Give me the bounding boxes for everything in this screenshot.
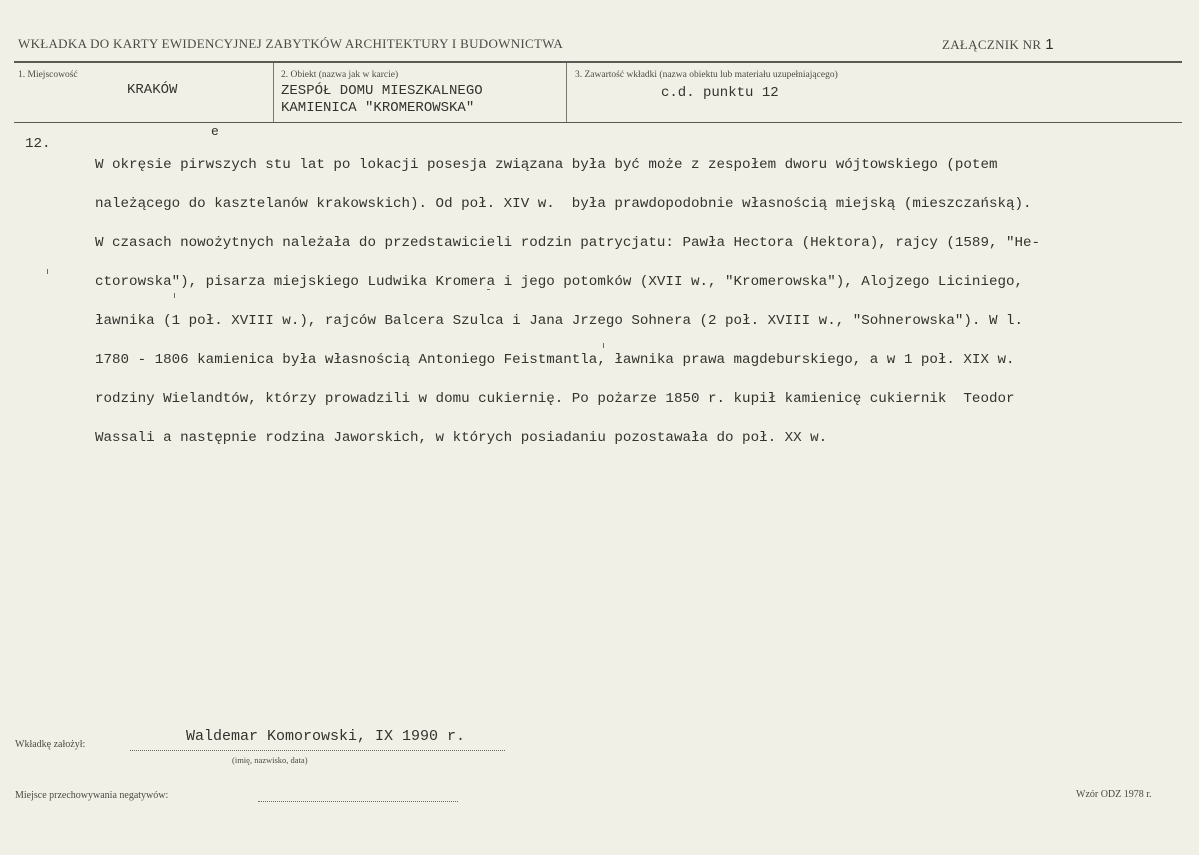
header-bottom-rule: [14, 122, 1182, 123]
form-title: WKŁADKA DO KARTY EWIDENCYJNEJ ZABYTKÓW ARCHITEKTURY I BUDOWNICTWA: [18, 36, 564, 51]
item-number: 12.: [25, 136, 51, 152]
author-caption: (imię, nazwisko, data): [232, 755, 308, 765]
attachment-label: ZAŁĄCZNIK NR: [942, 37, 1042, 52]
column-divider-2: [566, 63, 567, 122]
form-model: Wzór ODZ 1978 r.: [1076, 789, 1152, 800]
paper-speck: [603, 343, 604, 348]
locality-value: KRAKÓW: [127, 82, 178, 98]
paper-speck: [487, 289, 490, 290]
body-text: [95, 136, 1195, 468]
negatives-label: Miejsce przechowywania negatywów:: [15, 790, 169, 801]
object-value-line-2: KAMIENICA "KROMEROWSKA": [281, 100, 475, 116]
author-value: Waldemar Komorowski, IX 1990 r.: [186, 728, 466, 745]
attachment-number-value: 1: [1045, 36, 1054, 53]
body-line: W czasach nowożytnych należała do przedstawicieli rodzin patrycjatu: Pawła Hectora (Hektora), rajcy (1589, "He-: [95, 234, 1041, 251]
body-line: 1780 - 1806 kamienica była własnością Antoniego Feistmantla, ławnika prawa magdeburskiego, a w 1 poł. XIX w.: [95, 351, 1015, 368]
paper-speck: [47, 269, 48, 274]
paper-speck: [174, 293, 175, 298]
correction-mark: e: [211, 124, 219, 139]
locality-label: 1. Miejscowość: [18, 70, 78, 80]
author-dotted-line: [130, 750, 505, 751]
column-divider-1: [273, 63, 274, 122]
negatives-dotted-line: [258, 801, 458, 802]
body-line: rodziny Wielandtów, którzy prowadzili w domu cukiernię. Po pożarze 1850 r. kupił kamienicę cukiernik Teodor: [95, 390, 1015, 407]
contents-label: 3. Zawartość wkładki (nazwa obiektu lub materiału uzupełniającego): [575, 70, 838, 80]
body-line: ctorowska"), pisarza miejskiego Ludwika Kromera i jego potomków (XVII w., "Kromerowska"), Alojzego Liciniego,: [95, 273, 1024, 290]
body-line: ławnika (1 poł. XVIII w.), rajców Balcera Szulca i Jana Jrzego Sohnera (2 poł. XVIII w., "Sohnerowska"). W l.: [95, 312, 1024, 329]
author-label: Wkładkę założył:: [15, 739, 86, 750]
body-line: należącego do kasztelanów krakowskich). Od poł. XIV w. była prawdopodobnie własnością miejską (mieszczańską).: [95, 195, 1032, 212]
attachment-number: [942, 36, 1054, 53]
object-label: 2. Obiekt (nazwa jak w karcie): [281, 70, 399, 80]
body-line: Wassali a następnie rodzina Jaworskich, w których posiadaniu pozostawała do poł. XX w.: [95, 429, 828, 446]
object-value-line-1: ZESPÓŁ DOMU MIESZKALNEGO: [281, 83, 483, 99]
header-top-rule: [14, 61, 1182, 63]
contents-value: c.d. punktu 12: [661, 85, 779, 101]
body-line: W okręsie pirwszych stu lat po lokacji posesja związana była być może z zespołem dworu wójtowskiego (potem: [95, 156, 998, 173]
